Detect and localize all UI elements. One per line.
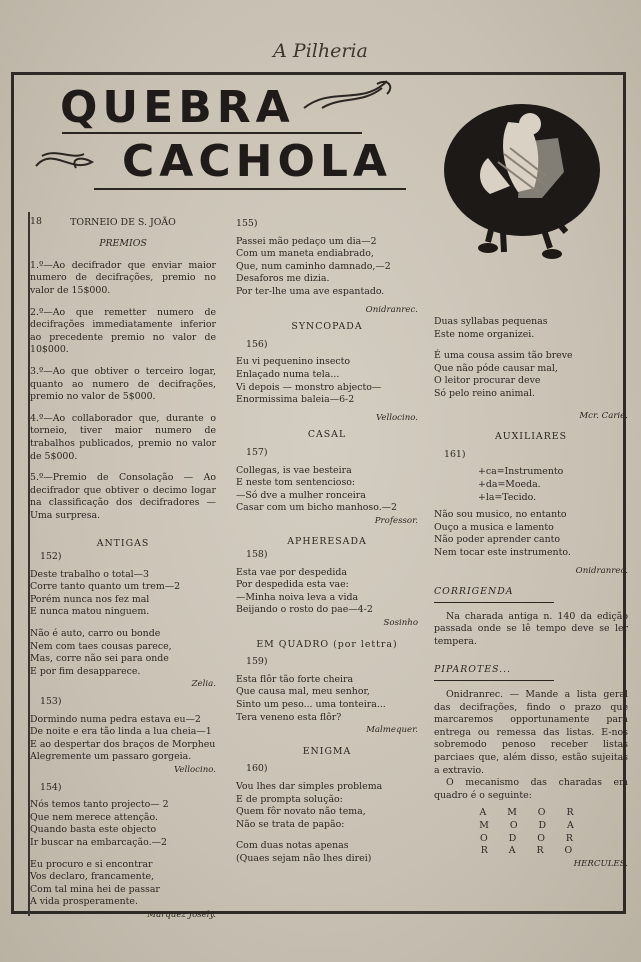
verse-line: Casar com um bicho manhoso.—2 bbox=[236, 502, 398, 514]
verse-line: Que não póde causar mal, bbox=[434, 362, 558, 374]
prize-item: 1.º—Ao decifrador que enviar maior numero de decifrações, premio no valor de 15$000. bbox=[30, 259, 216, 296]
verse-line: Ouço a musica e lamento bbox=[434, 521, 554, 533]
casal-heading: CASAL bbox=[307, 429, 347, 441]
verse-line: E de prompta solução: bbox=[236, 793, 343, 805]
running-head: A Pilheria bbox=[273, 40, 368, 62]
verse-line: Porém nunca nos fez mal bbox=[30, 593, 150, 605]
verse-line: É uma cousa assim tão breve bbox=[434, 350, 573, 362]
margin-number: 18 bbox=[30, 216, 42, 227]
verse-line: Este nome organizei. bbox=[434, 328, 535, 340]
word-square-row: A M O R bbox=[479, 807, 583, 819]
verse-line: +ca=Instrumento bbox=[478, 466, 564, 478]
author-signature: Onidranrec. bbox=[575, 565, 628, 576]
author-signature: Professor. bbox=[374, 515, 418, 526]
puzzle-number: 155) bbox=[236, 218, 258, 229]
verse-line: Duas syllabas pequenas bbox=[434, 316, 548, 327]
verse-line: Com um maneta endiabrado, bbox=[236, 248, 374, 260]
verse-line: Que nem merece attenção. bbox=[30, 811, 158, 823]
verse-line: Enlaçado numa tela... bbox=[236, 368, 340, 380]
piparotes-text: Onidranrec. — Mande a lista geral das decifrações, findo o prazo que marcaremos opportunamente para entrega ou remessa das listas. E-nos sobremodo penoso receber listas parciaes que, além disso, estão sujeitas a extravio. bbox=[434, 689, 628, 776]
title-line-2: CACHOLA bbox=[122, 136, 392, 187]
puzzle-number: 159) bbox=[246, 656, 268, 668]
puzzle-number: 154) bbox=[40, 781, 62, 793]
verse-line: Passei mão pedaço um dia—2 bbox=[236, 235, 377, 247]
verse-line: Mas, corre não sei para onde bbox=[30, 653, 169, 665]
verse-line: —Só dve a mulher ronceira bbox=[236, 489, 366, 501]
verse-line: Corre tanto quanto um trem—2 bbox=[30, 581, 181, 593]
verse-line: Alegremente um passaro gorgeia. bbox=[30, 751, 192, 763]
verse-line: Não poder aprender canto bbox=[434, 534, 561, 546]
prize-item: 5.º—Premio de Consolação — Ao decifrador que obtiver o decimo logar na classificação dos decifradores —Uma surpresa. bbox=[30, 472, 216, 521]
verse-line: E nunca matou ninguem. bbox=[30, 606, 150, 618]
verse-line: Ir buscar na embarcação.—2 bbox=[30, 836, 167, 848]
verse-line: Deste trabalho o total—3 bbox=[30, 568, 149, 580]
word-square-row: M O D A bbox=[479, 820, 583, 831]
author-signature: Zelia. bbox=[191, 679, 216, 690]
puzzle-number: 153) bbox=[40, 696, 62, 707]
verse-line: Não sou musico, no entanto bbox=[434, 509, 567, 521]
verse-line: Eu procuro e si encontrar bbox=[30, 858, 153, 870]
piparotes-heading: PIPAROTES... bbox=[434, 664, 512, 676]
verse-line: Collegas, is vae besteira bbox=[236, 464, 352, 476]
divider bbox=[434, 602, 554, 603]
verse-line: Sinto um peso... uma tonteira... bbox=[236, 699, 386, 710]
verse-line: Que, num caminho damnado,—2 bbox=[236, 260, 391, 272]
author-signature: Mcr. Carie. bbox=[579, 410, 628, 421]
verse-line: Enormissima baleia—6-2 bbox=[236, 394, 355, 406]
verse-line: (Quaes sejam não lhes direi) bbox=[236, 852, 372, 864]
piparotes-text: O mecanismo das charadas em quadro é o seguinte: bbox=[434, 777, 628, 801]
verse-line: Quando basta este objecto bbox=[30, 824, 157, 836]
puzzle-number: 157) bbox=[246, 446, 268, 458]
verse-line: Com duas notas apenas bbox=[236, 840, 349, 852]
title-block bbox=[32, 76, 412, 206]
verse-line: Que causa mal, meu senhor, bbox=[236, 686, 370, 698]
author-signature: Onidranrec. bbox=[365, 304, 418, 315]
antigas-heading: ANTIGAS bbox=[96, 538, 150, 550]
verse-line: +da=Moeda. bbox=[478, 478, 541, 490]
puzzle-number: 161) bbox=[444, 448, 466, 460]
author-signature: HERCULES. bbox=[573, 858, 628, 869]
verse-line: Dormindo numa pedra estava eu—2 bbox=[30, 713, 201, 725]
verse-line: Vi depois — monstro abjecto— bbox=[236, 381, 382, 393]
verse-line: E por fim desapparece. bbox=[30, 665, 141, 677]
verse-line: Eu vi pequenino insecto bbox=[236, 356, 351, 368]
syncopada-heading: SYNCOPADA bbox=[291, 321, 363, 333]
verse-line: Com tal mina hei de passar bbox=[30, 883, 160, 895]
verse-line: Não se trata de papão: bbox=[236, 818, 345, 830]
verse-line: De noite e era tão linda a lua cheia—1 bbox=[30, 726, 212, 738]
puzzle-number: 152) bbox=[40, 551, 62, 563]
puzzle-number: 160) bbox=[246, 763, 268, 775]
word-square-row: R A R O bbox=[480, 845, 582, 857]
prize-item: 4.º—Ao collaborador que, durante o torneio, tiver maior numero de trabalhos publicados, premio no valor de 5$000. bbox=[30, 412, 216, 462]
verse-line: O leitor procurar deve bbox=[434, 375, 541, 387]
verse-line: E ao despertar dos braços de Morpheu bbox=[30, 738, 216, 750]
corrigenda-heading: CORRIGENDA bbox=[434, 586, 514, 598]
verse-line: Vou lhes dar simples problema bbox=[236, 780, 383, 792]
verse-line: E neste tom sentencioso: bbox=[236, 477, 356, 489]
verse-line: —Minha noiva leva a vida bbox=[236, 591, 359, 603]
quadro-heading: EM QUADRO (por lettra) bbox=[256, 638, 398, 650]
verse-line: A vida prosperamente. bbox=[30, 896, 138, 908]
verse-line: Quem fôr novato não tema, bbox=[236, 806, 366, 818]
author-signature: Vellocino. bbox=[173, 764, 216, 775]
author-signature: Sosinho bbox=[383, 618, 418, 629]
auxiliares-heading: AUXILIARES bbox=[494, 431, 568, 443]
puzzle-number: 158) bbox=[246, 549, 268, 561]
verse-line: Desaforos me dizia. bbox=[236, 273, 330, 285]
tournament-title: TORNEIO DE S. JOÃO bbox=[70, 216, 176, 228]
verse-line: Nem com taes cousas parece, bbox=[30, 640, 172, 652]
column-2 bbox=[236, 218, 418, 866]
title-line-1: QUEBRA bbox=[60, 82, 295, 133]
author-signature: Marquez Josely. bbox=[147, 909, 216, 920]
column-1 bbox=[30, 216, 216, 922]
verse-line: Beijando o rosto do pae—4-2 bbox=[236, 604, 373, 616]
verse-line: Nem tocar este instrumento. bbox=[434, 546, 571, 558]
word-square-row: O D O R bbox=[480, 832, 582, 844]
verse-line: Nós temos tanto projecto— 2 bbox=[30, 799, 169, 811]
author-signature: Vellocino. bbox=[375, 412, 418, 423]
enigma-heading: ENIGMA bbox=[302, 745, 352, 757]
prizes-heading: PREMIOS bbox=[99, 238, 147, 250]
verse-line: Por ter-lhe uma ave espantado. bbox=[236, 285, 385, 297]
divider bbox=[434, 680, 554, 681]
verse-line: Por despedida esta vae: bbox=[236, 579, 349, 591]
verse-line: Esta flôr tão forte cheira bbox=[236, 673, 354, 685]
verse-line: Vos declaro, francamente, bbox=[30, 871, 155, 883]
puzzle-number: 156) bbox=[246, 338, 268, 350]
verse-line: Não é auto, carro ou bonde bbox=[30, 628, 161, 640]
verse-line: Tera veneno esta flôr? bbox=[236, 711, 342, 723]
prize-item: 3.º—Ao que obtiver o terceiro logar, quanto ao numero de decifrações, premio no valor de 5$000. bbox=[30, 365, 216, 403]
apheresada-heading: APHERESADA bbox=[287, 536, 367, 548]
author-signature: Malmequer. bbox=[366, 725, 418, 736]
column-3 bbox=[434, 316, 628, 870]
verse-line: Esta vae por despedida bbox=[236, 566, 348, 578]
verse-line: +la=Tecido. bbox=[478, 491, 537, 503]
verse-line: Só pelo reino animal. bbox=[434, 387, 535, 399]
prize-item: 2.º—Ao que remetter numero de decifrações immediatamente inferior ao precedente premio no valor de 10$000. bbox=[30, 306, 216, 356]
corrigenda-text: Na charada antiga n. 140 da edição passada onde se lê tempo deve se ler tempera. bbox=[434, 610, 628, 647]
